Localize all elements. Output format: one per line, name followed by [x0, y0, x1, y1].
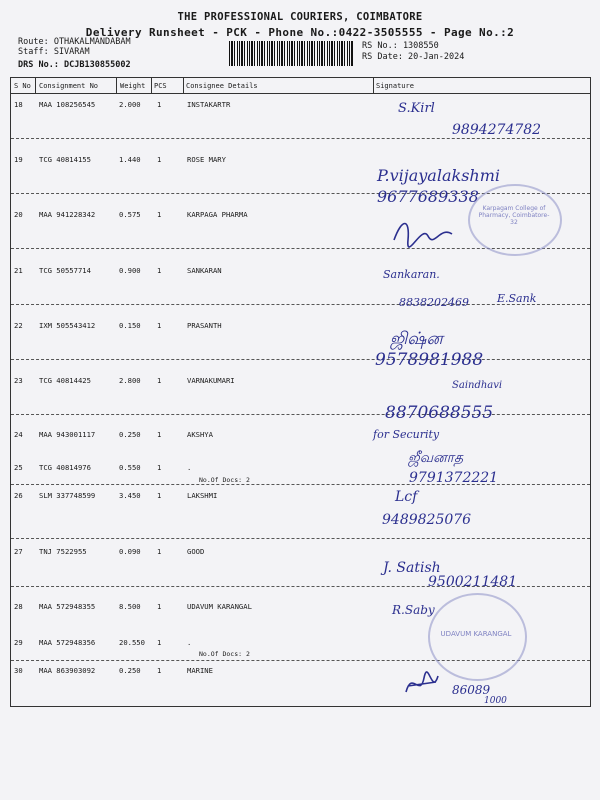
phone-23: 8870688555 — [385, 403, 494, 423]
row-consignment: MAA 863903092 — [39, 666, 96, 675]
row-sno: 30 — [14, 666, 23, 675]
signature-26: Lcf — [395, 489, 418, 505]
col-consignment: Consignment No — [39, 82, 99, 90]
row-weight: 20.550 — [119, 638, 145, 647]
row-sno: 19 — [14, 155, 23, 164]
signature-23: Saindhavi — [452, 380, 503, 391]
row-sno: 23 — [14, 376, 23, 385]
company-title: THE PROFESSIONAL COURIERS, COIMBATORE — [177, 11, 423, 23]
row-consignee: . — [187, 638, 192, 647]
phone-27: 9500211481 — [428, 574, 518, 590]
row-weight: 1.440 — [119, 155, 141, 164]
row-divider — [11, 138, 590, 139]
col-consignee: Consignee Details — [186, 82, 258, 90]
row-consignment: SLM 337748599 — [39, 491, 96, 500]
row-sno: 22 — [14, 321, 23, 330]
row-pcs: 1 — [157, 463, 162, 472]
row-sno: 29 — [14, 638, 23, 647]
row-consignee: INSTAKARTR — [187, 100, 231, 109]
row-weight: 0.150 — [119, 321, 141, 330]
row-sno: 18 — [14, 100, 23, 109]
row-consignee: . — [187, 463, 192, 472]
row-weight: 0.250 — [119, 666, 141, 675]
row-pcs: 1 — [157, 666, 162, 675]
row-consignment: TCG 50557714 — [39, 266, 91, 275]
college-stamp-text: Karpagam College of Pharmacy, Coimbatore-32 — [478, 205, 550, 226]
row-pcs: 1 — [157, 491, 162, 500]
row-divider — [11, 414, 590, 415]
row-consignee: PRASANTH — [187, 321, 222, 330]
row-weight: 0.250 — [119, 430, 141, 439]
col-sno: S No — [14, 82, 31, 90]
signature-28: R.Saby — [392, 603, 435, 617]
row-consignment: TCG 40814155 — [39, 155, 91, 164]
row-sno: 20 — [14, 210, 23, 219]
phone-22: 9578981988 — [375, 350, 484, 370]
phone-25: 9791372221 — [409, 470, 499, 486]
row-consignee: UDAVUM KARANGAL — [187, 602, 252, 611]
row-consignment: MAA 572948355 — [39, 602, 96, 611]
signature-30-scribble — [402, 668, 442, 702]
col-divider — [183, 78, 184, 93]
row-sno: 26 — [14, 491, 23, 500]
rs-number: RS No.: 1308550 — [362, 41, 439, 51]
row-weight: 3.450 — [119, 491, 141, 500]
row-weight: 8.500 — [119, 602, 141, 611]
row-consignee: SANKARAN — [187, 266, 222, 275]
barcode — [229, 41, 354, 66]
col-weight: Weight — [120, 82, 146, 90]
note-24: for Security — [373, 428, 440, 441]
row-sno: 21 — [14, 266, 23, 275]
row-consignment: TNJ 7522955 — [39, 547, 87, 556]
row-consignment: MAA 108256545 — [39, 100, 96, 109]
row-pcs: 1 — [157, 100, 162, 109]
row-weight: 0.900 — [119, 266, 141, 275]
phone-21: 8838202469 — [399, 296, 469, 309]
staff-label: Staff: SIVARAM — [18, 47, 90, 57]
row-consignee: MARINE — [187, 666, 213, 675]
docs-count: No.Of Docs: 2 — [199, 476, 250, 484]
row-pcs: 1 — [157, 266, 162, 275]
col-pcs: PCS — [154, 82, 167, 90]
col-divider — [35, 78, 36, 93]
row-consignment: MAA 572948356 — [39, 638, 96, 647]
row-pcs: 1 — [157, 155, 162, 164]
row-consignee: VARNAKUMARI — [187, 376, 235, 385]
route-label: Route: OTHAKALMANDABAM — [18, 37, 131, 47]
row-sno: 27 — [14, 547, 23, 556]
row-weight: 2.800 — [119, 376, 141, 385]
row-pcs: 1 — [157, 547, 162, 556]
drs-number: DRS No.: DCJB130855002 — [18, 60, 131, 70]
runsheet-subtitle: Delivery Runsheet - PCK - Phone No.:0422-3505555 - Page No.:2 — [85, 26, 515, 39]
row-divider — [11, 484, 590, 485]
row-pcs: 1 — [157, 430, 162, 439]
signature-21-mark: E.Sank — [497, 292, 537, 305]
row-sno: 24 — [14, 430, 23, 439]
signature-25: ஜீவனாத — [408, 450, 464, 466]
row-weight: 0.090 — [119, 547, 141, 556]
row-sno: 28 — [14, 602, 23, 611]
signature-20-scribble — [388, 214, 458, 250]
col-divider — [373, 78, 374, 93]
row-weight: 0.575 — [119, 210, 141, 219]
signature-22: ஜிஷ்ன — [390, 329, 443, 349]
row-consignment: TCG 40814425 — [39, 376, 91, 385]
row-consignee: ROSE MARY — [187, 155, 226, 164]
row-pcs: 1 — [157, 321, 162, 330]
phone-19: 9677689338 — [377, 187, 479, 206]
row-pcs: 1 — [157, 376, 162, 385]
rs-date: RS Date: 20-Jan-2024 — [362, 52, 465, 62]
row-weight: 2.000 — [119, 100, 141, 109]
signature-30-mark: 1000 — [484, 696, 507, 706]
col-signature: Signature — [376, 82, 414, 90]
row-pcs: 1 — [157, 210, 162, 219]
row-consignment: MAA 943001117 — [39, 430, 96, 439]
signature-18: S.Kirl — [398, 101, 435, 116]
phone-18: 9894274782 — [452, 122, 542, 138]
row-pcs: 1 — [157, 602, 162, 611]
docs-count: No.Of Docs: 2 — [199, 650, 250, 658]
row-divider — [11, 359, 590, 360]
row-consignment: TCG 40814976 — [39, 463, 91, 472]
signature-19: P.vijayalakshmi — [377, 166, 500, 185]
col-divider — [116, 78, 117, 93]
row-consignee: GOOD — [187, 547, 205, 556]
row-consignment: IXM 505543412 — [39, 321, 96, 330]
row-consignee: AKSHYA — [187, 430, 213, 439]
row-consignee: LAKSHMI — [187, 491, 218, 500]
signature-27: J. Satish — [383, 560, 441, 576]
table-header — [11, 78, 590, 94]
col-divider — [151, 78, 152, 93]
udavum-karangal-stamp-text: UDAVUM KARANGAL — [440, 630, 512, 638]
row-pcs: 1 — [157, 638, 162, 647]
row-sno: 25 — [14, 463, 23, 472]
phone-26: 9489825076 — [382, 512, 472, 528]
signature-21: Sankaran. — [383, 268, 440, 281]
row-consignee: KARPAGA PHARMA — [187, 210, 248, 219]
row-divider — [11, 538, 590, 539]
row-consignment: MAA 941228342 — [39, 210, 96, 219]
row-weight: 0.550 — [119, 463, 141, 472]
phone-30: 86089 — [452, 683, 491, 697]
